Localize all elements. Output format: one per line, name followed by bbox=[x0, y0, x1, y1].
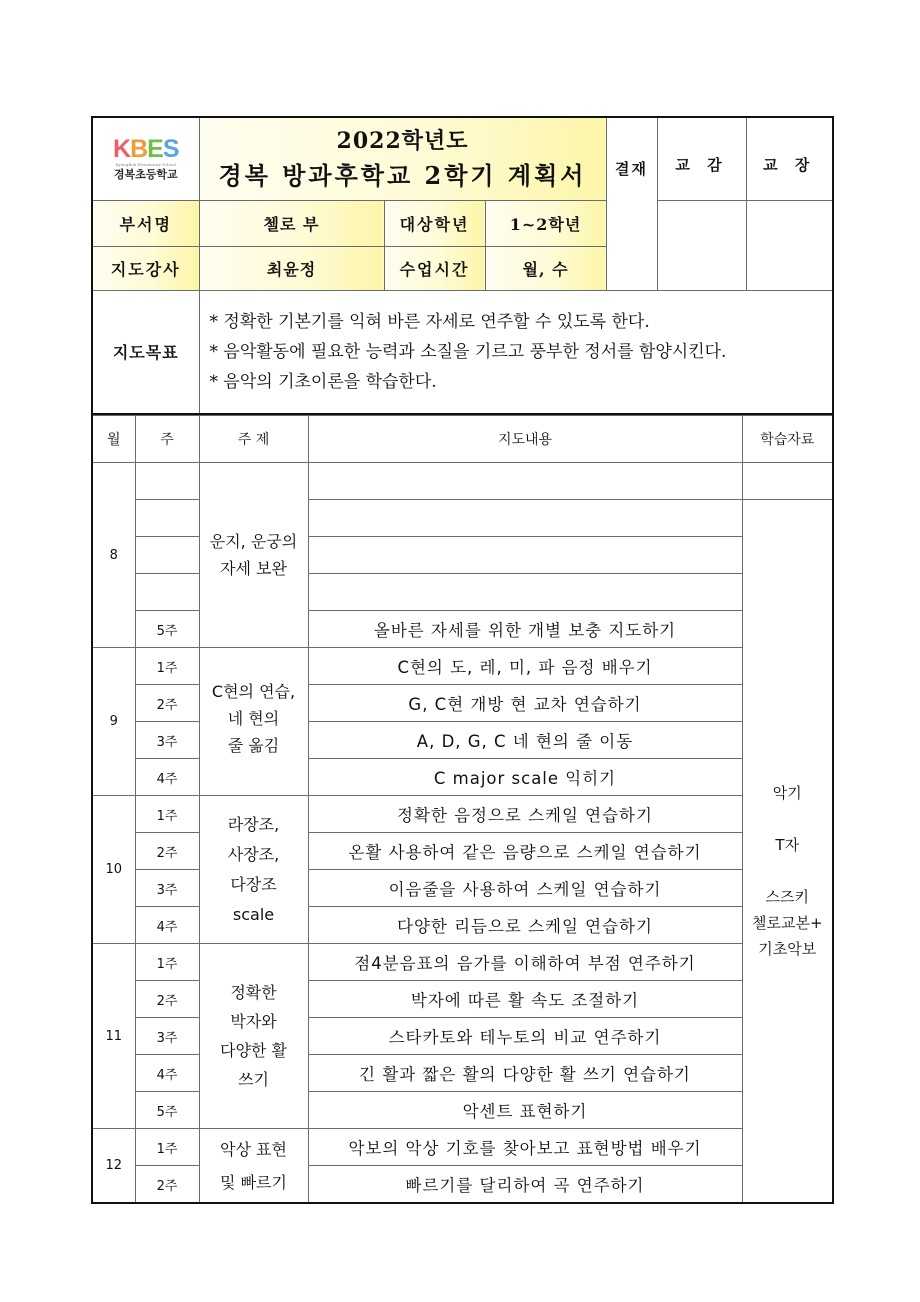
theme-cell: 운지, 운궁의 자세 보완 bbox=[199, 463, 308, 648]
content-cell: 이음줄을 사용하여 스케일 연습하기 bbox=[308, 870, 742, 907]
header-table bbox=[91, 116, 834, 415]
week-cell: 2주 bbox=[135, 1166, 199, 1204]
content-cell bbox=[308, 574, 742, 611]
week-cell: 5주 bbox=[135, 611, 199, 648]
week-cell bbox=[135, 537, 199, 574]
content-cell: 빠르기를 달리하여 곡 연주하기 bbox=[308, 1166, 742, 1204]
week-cell: 1주 bbox=[135, 796, 199, 833]
week-cell: 2주 bbox=[135, 981, 199, 1018]
week-cell bbox=[135, 500, 199, 537]
column-header-theme: 주 제 bbox=[199, 416, 308, 463]
content-cell: A, D, G, C 네 현의 줄 이동 bbox=[308, 722, 742, 759]
content-cell: 정확한 음정으로 스케일 연습하기 bbox=[308, 796, 742, 833]
materials-cell bbox=[742, 500, 833, 1204]
material-item: 기초악보 bbox=[758, 940, 817, 958]
week-cell: 3주 bbox=[135, 722, 199, 759]
content-cell: 긴 활과 짧은 활의 다양한 활 쓰기 연습하기 bbox=[308, 1055, 742, 1092]
instructor-value: 최윤정 bbox=[199, 246, 384, 290]
week-cell: 5주 bbox=[135, 1092, 199, 1129]
materials-empty-cell bbox=[742, 463, 833, 500]
month-cell: 9 bbox=[92, 648, 135, 796]
week-cell bbox=[135, 574, 199, 611]
title-year: 2022학년도 bbox=[336, 127, 469, 154]
table-row bbox=[92, 796, 833, 833]
target-grade-label: 대상학년 bbox=[384, 200, 485, 246]
column-header-week: 주 bbox=[135, 416, 199, 463]
content-cell: 다양한 리듬으로 스케일 연습하기 bbox=[308, 907, 742, 944]
content-cell: 스타카토와 테누토의 비교 연주하기 bbox=[308, 1018, 742, 1055]
content-cell: 올바른 자세를 위한 개별 보충 지도하기 bbox=[308, 611, 742, 648]
approval-label: 결재 bbox=[606, 117, 657, 290]
content-cell: 점4분음표의 음가를 이해하여 부점 연주하기 bbox=[308, 944, 742, 981]
goals-label: 지도목표 bbox=[92, 290, 199, 414]
column-header-materials: 학습자료 bbox=[742, 416, 833, 463]
department-label: 부서명 bbox=[92, 200, 199, 246]
instructor-label: 지도강사 bbox=[92, 246, 199, 290]
week-cell: 4주 bbox=[135, 907, 199, 944]
week-cell: 3주 bbox=[135, 1018, 199, 1055]
week-cell: 2주 bbox=[135, 685, 199, 722]
content-cell bbox=[308, 500, 742, 537]
content-cell: C major scale 익히기 bbox=[308, 759, 742, 796]
week-cell: 3주 bbox=[135, 870, 199, 907]
table-row bbox=[92, 1129, 833, 1166]
goal-item: * 음악의 기초이론을 학습한다. bbox=[209, 371, 437, 392]
theme-cell: C현의 연습, 네 현의 줄 옮김 bbox=[199, 648, 308, 796]
class-time-label: 수업시간 bbox=[384, 246, 485, 290]
week-cell: 1주 bbox=[135, 944, 199, 981]
content-cell: C현의 도, 레, 미, 파 음정 배우기 bbox=[308, 648, 742, 685]
material-item: T자 bbox=[775, 836, 800, 854]
month-cell: 10 bbox=[92, 796, 135, 944]
approval-vice-principal-header: 교 감 bbox=[657, 117, 746, 200]
content-cell: 박자에 따른 활 속도 조절하기 bbox=[308, 981, 742, 1018]
approval-principal-header: 교 장 bbox=[746, 117, 833, 200]
logo-english-name: KyungBok Elementary School bbox=[115, 161, 176, 167]
month-cell: 12 bbox=[92, 1129, 135, 1204]
plan-document bbox=[91, 116, 832, 1204]
month-cell: 11 bbox=[92, 944, 135, 1129]
theme-cell: 라장조, 사장조, 다장조 scale bbox=[199, 796, 308, 944]
department-value: 첼로 부 bbox=[199, 200, 384, 246]
approval-vice-principal-sign-box bbox=[657, 200, 746, 290]
material-item: 첼로교본+ bbox=[751, 914, 823, 932]
approval-principal-sign-box bbox=[746, 200, 833, 290]
table-row bbox=[92, 944, 833, 981]
table-row bbox=[92, 648, 833, 685]
goals-list bbox=[199, 290, 833, 414]
title-main: 경복 방과후학교 2학기 계획서 bbox=[218, 160, 587, 190]
goal-item: * 음악활동에 필요한 능력과 소질을 기르고 풍부한 정서를 함양시킨다. bbox=[209, 341, 727, 362]
week-cell: 2주 bbox=[135, 833, 199, 870]
week-cell: 1주 bbox=[135, 1129, 199, 1166]
plan-header-row bbox=[92, 416, 833, 463]
content-cell: 악보의 악상 기호를 찾아보고 표현방법 배우기 bbox=[308, 1129, 742, 1166]
column-header-month: 월 bbox=[92, 416, 135, 463]
week-cell bbox=[135, 463, 199, 500]
logo-wordmark: KBES bbox=[113, 134, 179, 163]
document-title bbox=[199, 117, 606, 200]
material-item: 스즈키 bbox=[765, 888, 809, 906]
goal-item: * 정확한 기본기를 익혀 바른 자세로 연주할 수 있도록 한다. bbox=[209, 311, 650, 332]
week-cell: 1주 bbox=[135, 648, 199, 685]
theme-cell: 정확한 박자와 다양한 활 쓰기 bbox=[199, 944, 308, 1129]
class-time-value: 월, 수 bbox=[485, 246, 606, 290]
content-cell bbox=[308, 463, 742, 500]
column-header-content: 지도내용 bbox=[308, 416, 742, 463]
theme-cell: 악상 표현 및 빠르기 bbox=[199, 1129, 308, 1204]
target-grade-value: 1~2학년 bbox=[485, 200, 606, 246]
table-row bbox=[92, 463, 833, 500]
month-cell: 8 bbox=[92, 463, 135, 648]
plan-table bbox=[91, 415, 834, 1204]
content-cell: 악센트 표현하기 bbox=[308, 1092, 742, 1129]
school-logo bbox=[92, 117, 199, 200]
content-cell: G, C현 개방 현 교차 연습하기 bbox=[308, 685, 742, 722]
content-cell: 온활 사용하여 같은 음량으로 스케일 연습하기 bbox=[308, 833, 742, 870]
content-cell bbox=[308, 537, 742, 574]
material-item: 악기 bbox=[772, 784, 802, 802]
logo-korean-name: 경복초등학교 bbox=[113, 167, 178, 181]
week-cell: 4주 bbox=[135, 1055, 199, 1092]
week-cell: 4주 bbox=[135, 759, 199, 796]
